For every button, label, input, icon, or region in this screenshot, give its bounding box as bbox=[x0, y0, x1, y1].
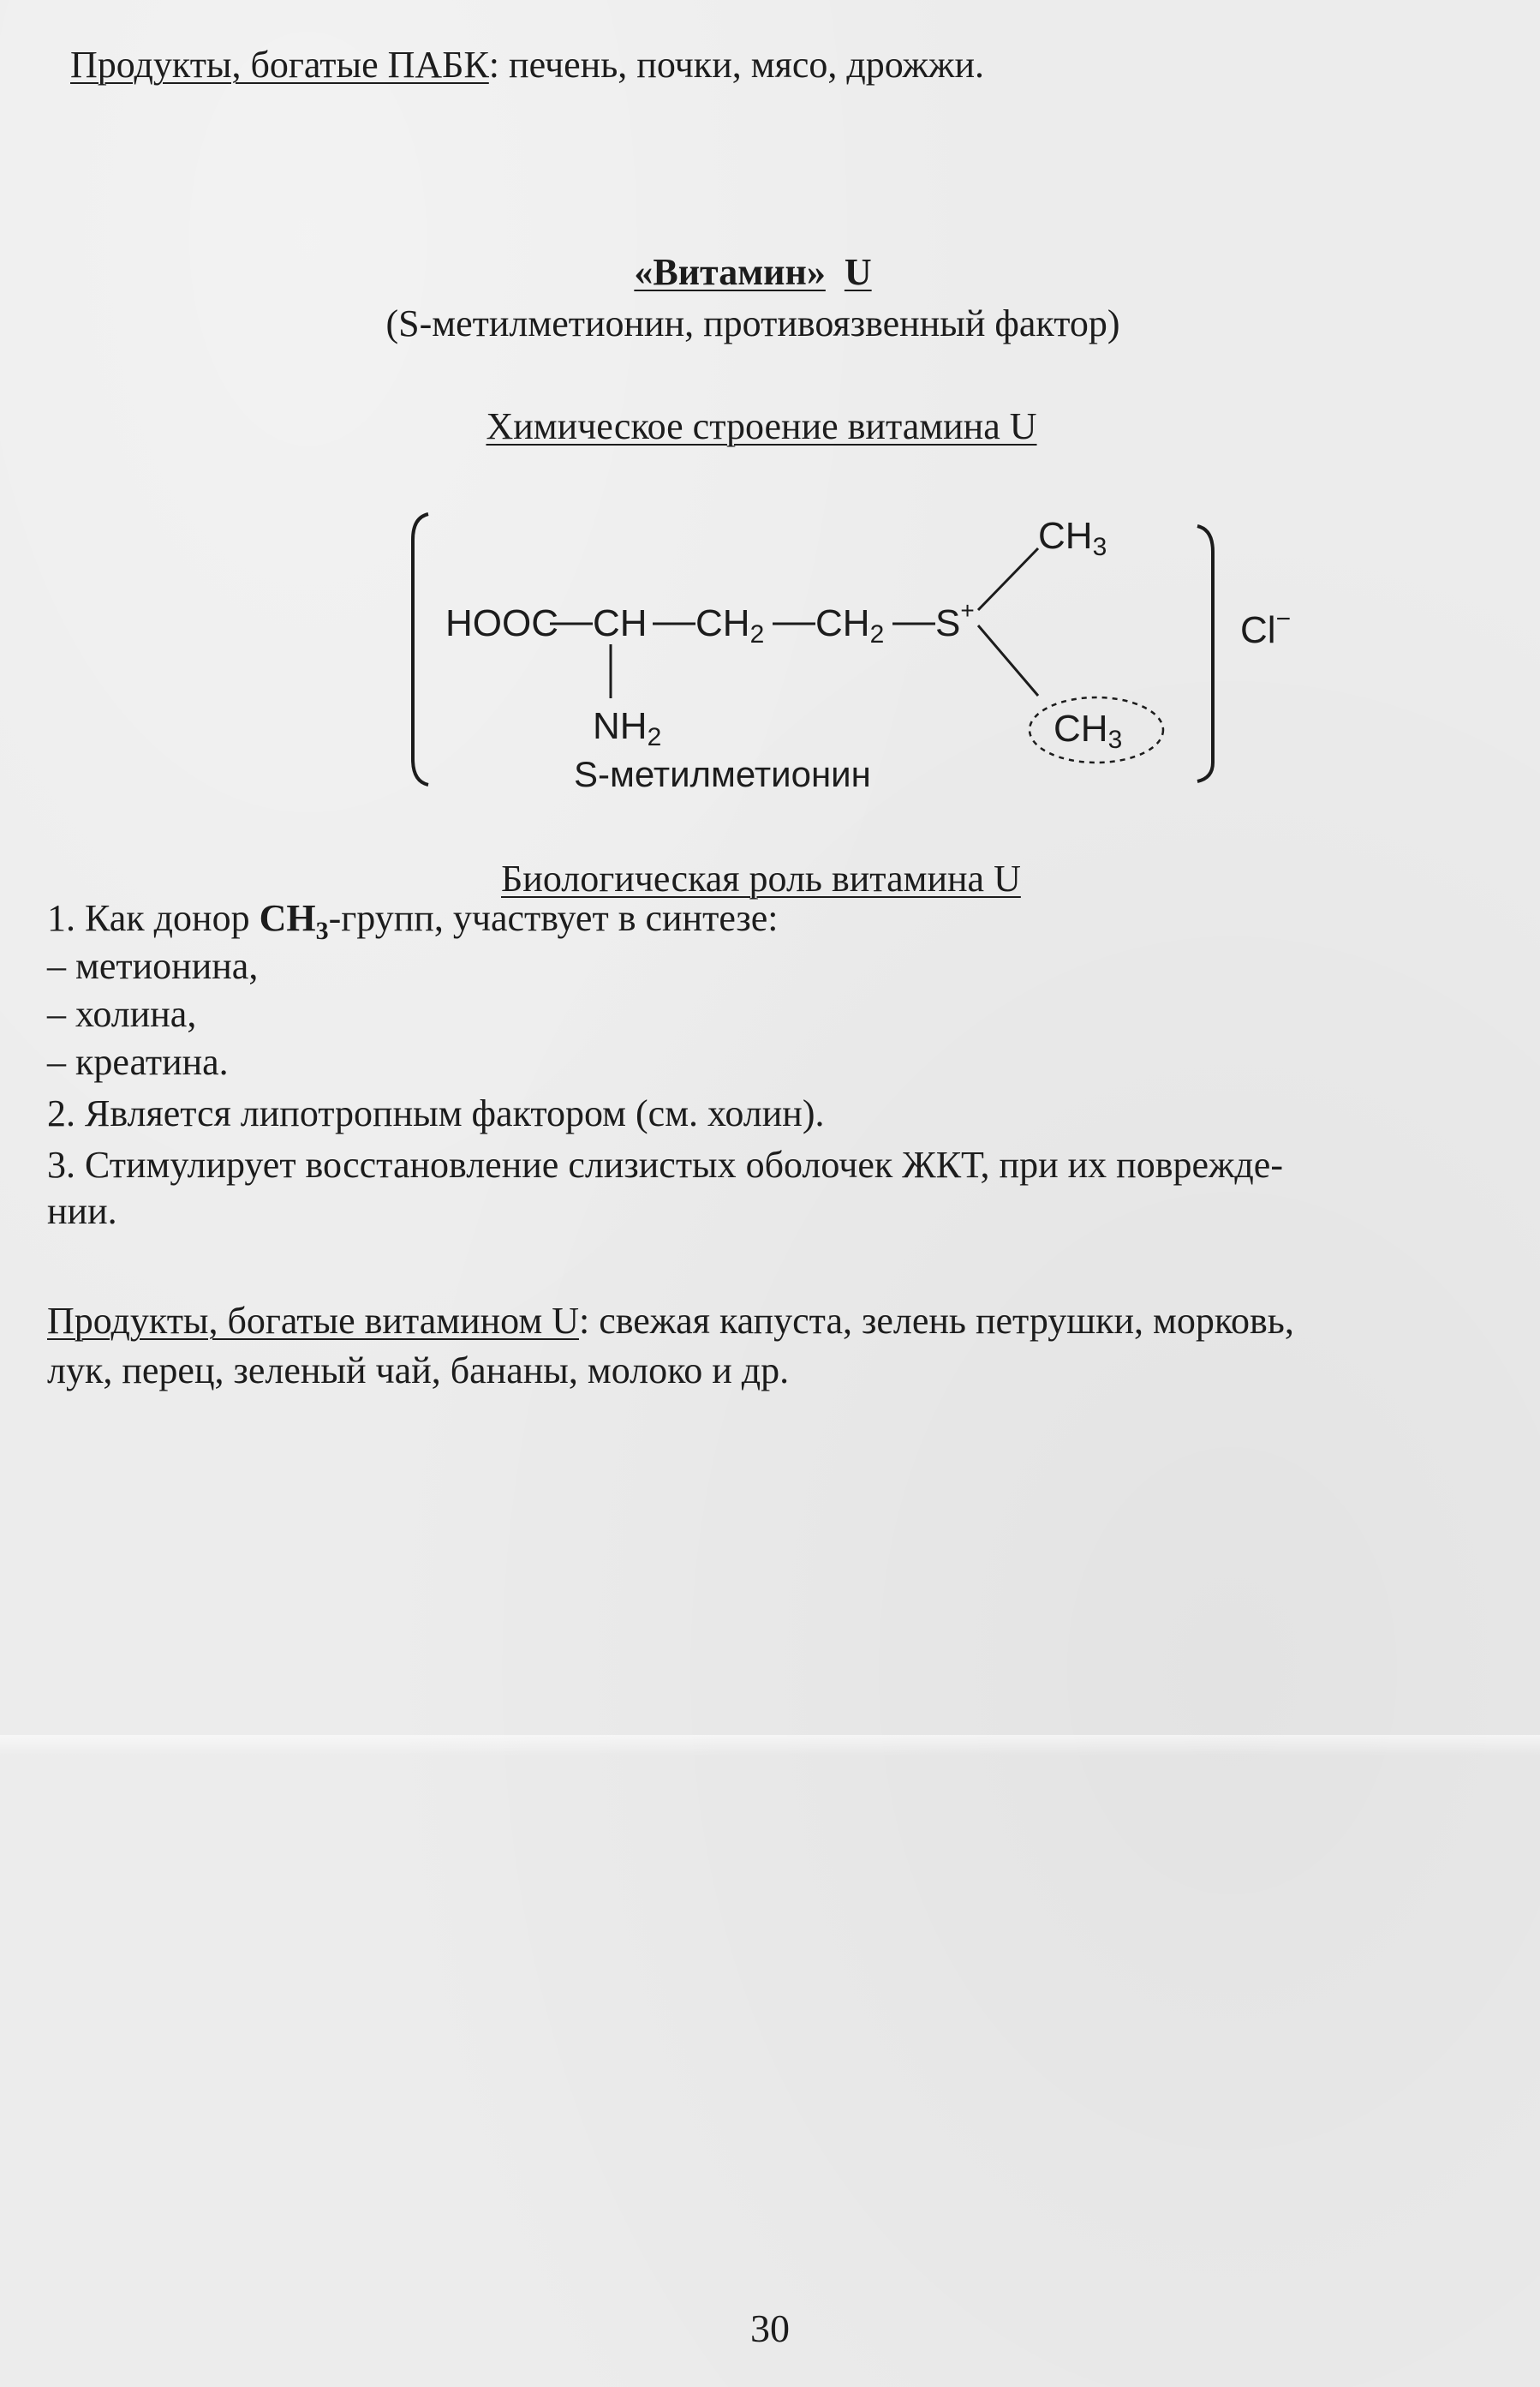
scan-fold-band bbox=[0, 1735, 1540, 1756]
vitamin-u-heading-letter: U bbox=[844, 251, 872, 293]
paba-products-label: Продукты, богатые ПАБК bbox=[70, 44, 489, 86]
ch2-group-b: CH2 bbox=[815, 602, 885, 649]
vitamin-u-products-text-1: : свежая капуста, зелень петрушки, морковь, bbox=[578, 1300, 1294, 1342]
role-sub-item-creatine: – креатина. bbox=[47, 1041, 229, 1083]
s-methylmethionine-formula bbox=[403, 506, 1362, 814]
hooc-group: HOOC bbox=[445, 602, 558, 644]
structure-caption-text: Химическое строение витамина U bbox=[486, 405, 1037, 447]
ch2-group-a: CH2 bbox=[695, 602, 765, 649]
vitamin-u-subtitle: (S-метилметионин, противоязвенный фактор) bbox=[385, 302, 1120, 344]
role-sub-item-methionine: – метионина, bbox=[47, 945, 259, 987]
bond-s-ch3-top bbox=[978, 548, 1038, 610]
ch3-top: CH3 bbox=[1038, 515, 1107, 561]
role-item-3-line-1: 3. Стимулирует восстановление слизистых оболочек ЖКТ, при их поврежде- bbox=[47, 1144, 1283, 1186]
role-sub-item-choline: – холина, bbox=[47, 993, 197, 1035]
chemical-structure bbox=[403, 506, 1362, 814]
left-bracket bbox=[413, 514, 428, 785]
vitamin-u-products-line-2: лук, перец, зеленый чай, бананы, молоко и др. bbox=[47, 1349, 790, 1391]
vitamin-u-products-line-1 bbox=[47, 1297, 1294, 1345]
role-item-3-line-2: нии. bbox=[47, 1190, 117, 1232]
role-item-1-prefix: 1. Как донор bbox=[47, 897, 260, 939]
paba-products-text: : печень, почки, мясо, дрожжи. bbox=[488, 44, 984, 86]
role-item-1-group: $CH_3$ bbox=[259, 897, 329, 945]
role-item-1-suffix: -групп, участвует в синтезе: bbox=[328, 897, 779, 939]
vitamin-u-heading: «Витамин» bbox=[634, 251, 826, 293]
sulfonium-s: S+ bbox=[935, 597, 975, 644]
nh2-group: NH2 bbox=[593, 705, 662, 751]
role-caption-text: Биологическая роль витамина U bbox=[501, 858, 1021, 900]
ch-group: CH bbox=[593, 602, 648, 644]
bond-s-ch3-bottom bbox=[978, 625, 1038, 696]
right-bracket bbox=[1197, 526, 1213, 781]
vitamin-u-title bbox=[0, 248, 1523, 296]
vitamin-u-products-label: Продукты, богатые витамином U bbox=[47, 1300, 579, 1342]
ch3-bottom: CH3 bbox=[1054, 708, 1123, 754]
role-item-2: 2. Является липотропным фактором (см. холин). bbox=[47, 1092, 825, 1134]
structure-caption bbox=[0, 403, 1531, 451]
formula-name: S-метилметионин bbox=[574, 754, 871, 794]
paba-products-line bbox=[70, 41, 984, 89]
page-number: 30 bbox=[750, 2306, 790, 2350]
chloride-ion: Cl− bbox=[1240, 605, 1292, 651]
